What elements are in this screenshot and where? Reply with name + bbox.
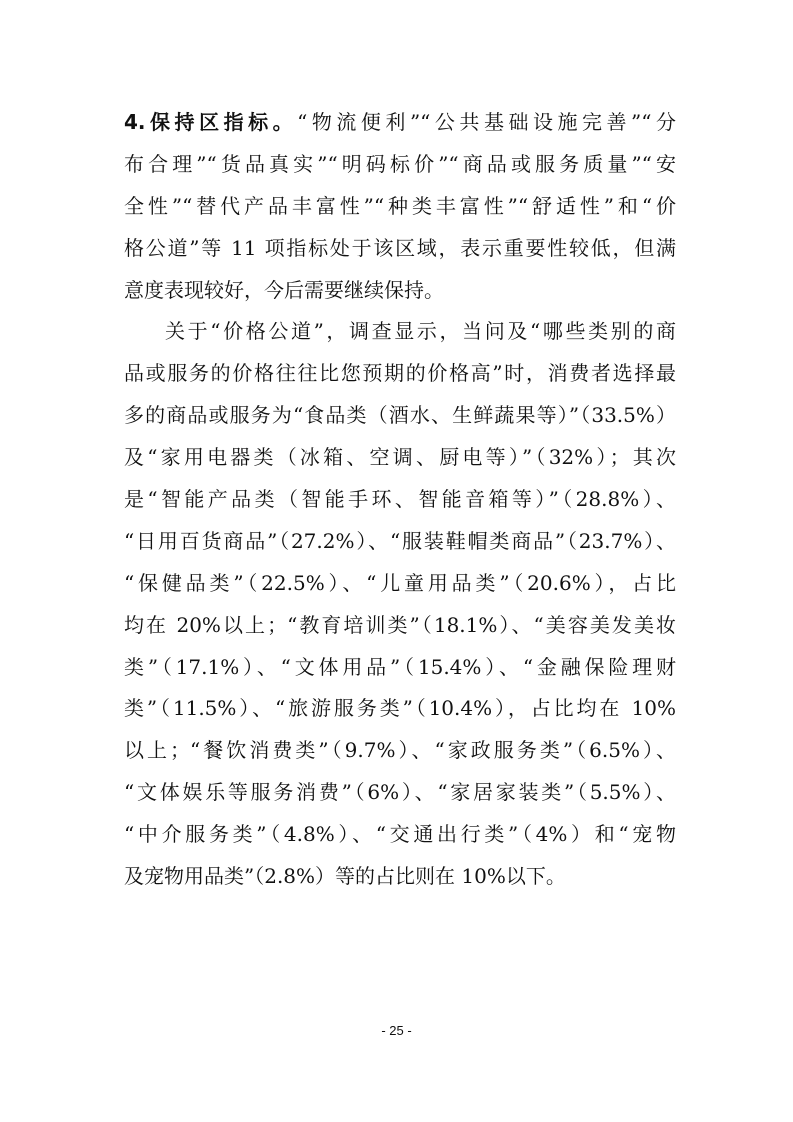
paragraph-text: “物流便利”“公共基础设施完善”“分: [297, 110, 676, 134]
paragraph-line: 均在 20%以上；“教育培训类”（18.1%）、“美容美发美妆: [124, 612, 676, 637]
paragraph-line: 布合理”“货品真实”“明码标价”“商品或服务质量”“安: [124, 151, 676, 176]
page-number: - 25 -: [381, 1023, 412, 1038]
paragraph-line: 多的商品或服务为“食品类（酒水、生鲜蔬果等）”（33.5%）: [124, 403, 676, 428]
paragraph-line: “文体娱乐等服务消费”（6%）、“家居家装类”（5.5%）、: [124, 780, 676, 805]
paragraph-line: 品或服务的价格往往比您预期的价格高”时，消费者选择最: [124, 361, 676, 386]
paragraph-line: 意度表现较好，今后需要继续保持。: [124, 277, 444, 302]
paragraph-line: 全性”“替代产品丰富性”“种类丰富性”“舒适性”和“价: [124, 193, 676, 218]
paragraph-line: 类”（17.1%）、“文体用品”（15.4%）、“金融保险理财: [124, 654, 676, 679]
paragraph-line: 格公道”等 11 项指标处于该区域，表示重要性较低，但满: [124, 235, 676, 260]
paragraph-line: 及宠物用品类”（2.8%）等的占比则在 10%以下。: [124, 864, 566, 889]
paragraph-line: 是“智能产品类（智能手环、智能音箱等）”（28.8%）、: [124, 487, 676, 512]
paragraph-line: [124, 102, 676, 144]
paragraph-line: “中介服务类”（4.8%）、“交通出行类”（4%）和“宠物: [124, 822, 676, 847]
paragraph-line: 类”（11.5%）、“旅游服务类”（10.4%），占比均在 10%: [124, 696, 676, 721]
body-text: [124, 102, 676, 898]
paragraph-line: “日用百货商品”（27.2%）、“服装鞋帽类商品”（23.7%）、: [124, 528, 676, 553]
paragraph-line: “保健品类”（22.5%）、“儿童用品类”（20.6%），占比: [124, 570, 676, 595]
section-heading: 4.保持区指标。: [124, 110, 298, 134]
paragraph-line: 及“家用电器类（冰箱、空调、厨电等）”（32%）；其次: [124, 445, 676, 470]
paragraph-line: 以上；“餐饮消费类”（9.7%）、“家政服务类”（6.5%）、: [124, 738, 676, 763]
paragraph-line: 关于“价格公道”，调查显示，当问及“哪些类别的商: [165, 319, 676, 344]
